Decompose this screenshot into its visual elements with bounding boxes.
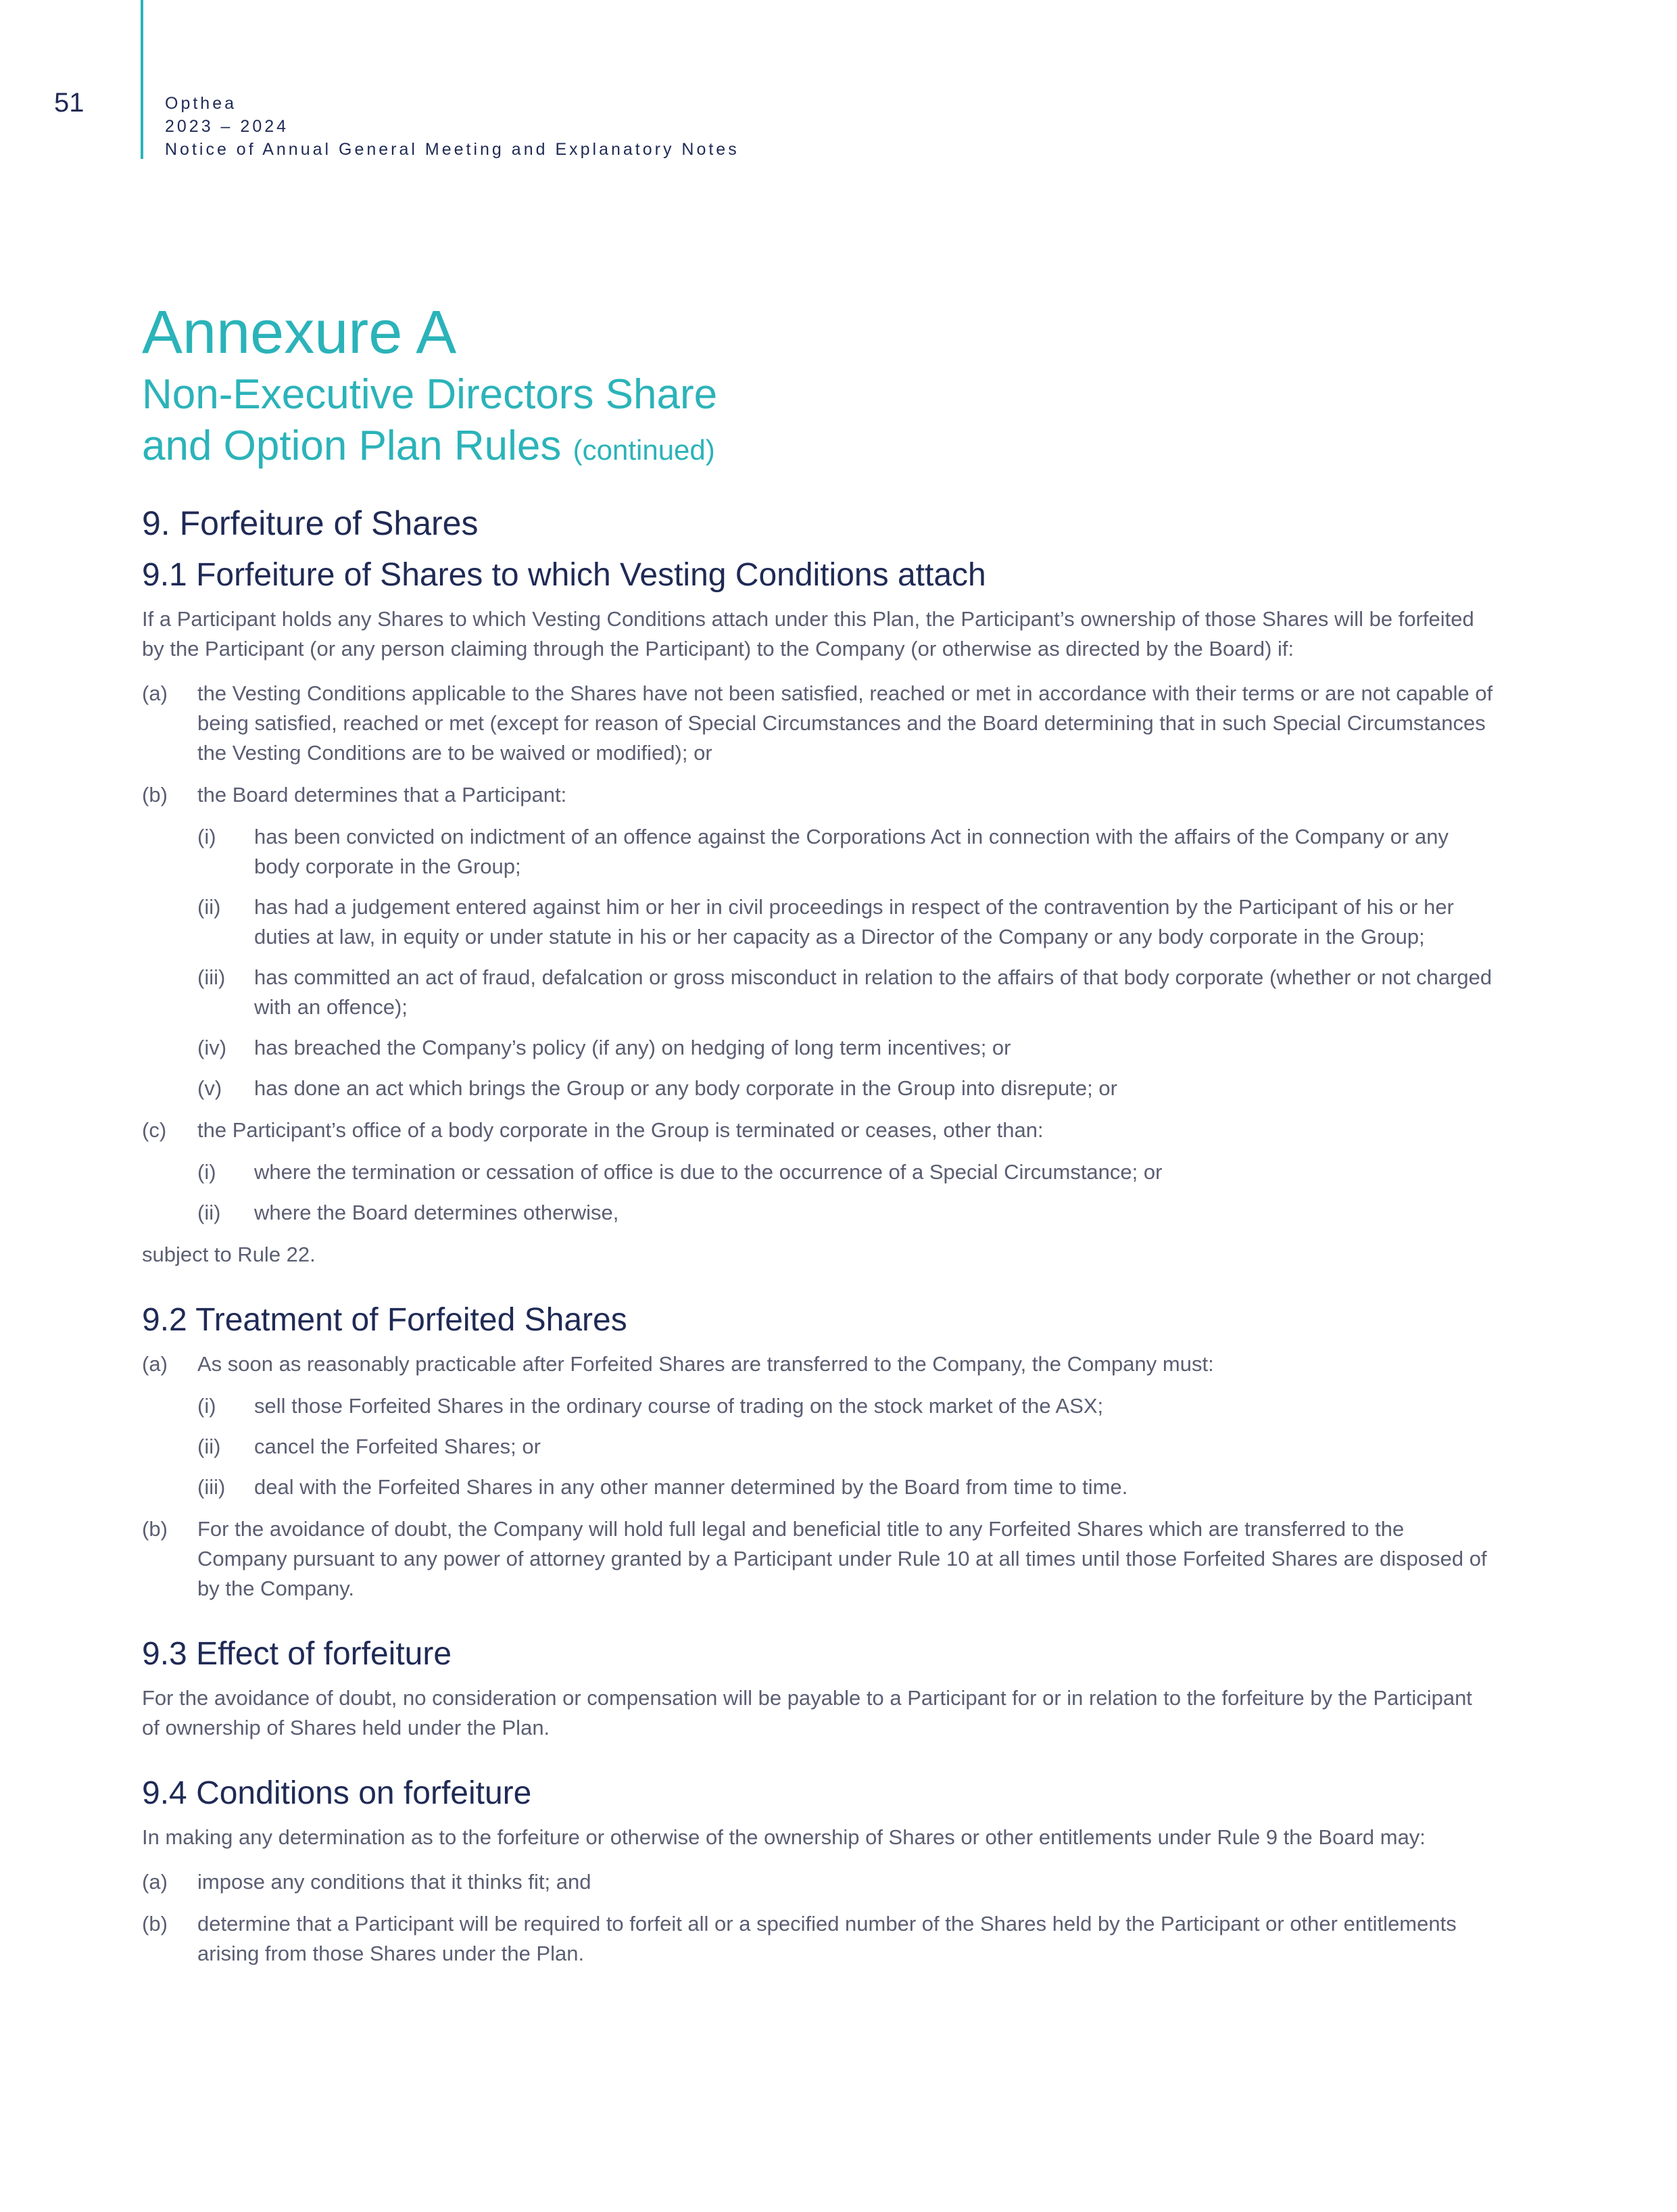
header-accent-rule — [141, 0, 143, 159]
section-9-1-heading: 9.1 Forfeiture of Shares to which Vesting Conditions attach — [142, 557, 986, 593]
annexure-subtitle-line1: Non-Executive Directors Share — [142, 371, 718, 418]
clause-9-1-a — [142, 679, 1494, 768]
clause-label: (b) — [142, 1912, 168, 1936]
clause-text: the Participant’s office of a body corporate in the Group is terminated or ceases, other than: — [197, 1118, 1044, 1142]
subclause — [142, 1198, 1494, 1228]
subclause-label: (ii) — [197, 1201, 221, 1224]
clause-9-1-b-subitems — [142, 822, 1494, 1103]
subclause-label: (i) — [197, 1160, 216, 1184]
section-9-heading: 9. Forfeiture of Shares — [142, 504, 479, 542]
subclause-text: has been convicted on indictment of an offence against the Corporations Act in connection with the affairs of the Company or any body corporate in the Group; — [254, 825, 1449, 878]
clause-label: (c) — [142, 1118, 167, 1142]
running-header — [165, 92, 739, 161]
section-9-2-heading: 9.2 Treatment of Forfeited Shares — [142, 1302, 627, 1338]
clause-text: the Vesting Conditions applicable to the Shares have not been satisfied, reached or met in accordance with their terms or are not capable of being satisfied, reached or met (except for reason of Special Circumstances and the Board determining that in such Special Circumstances the Vesting Conditions are to be waived or modified); or — [197, 681, 1493, 765]
header-document-title: Notice of Annual General Meeting and Explanatory Notes — [165, 140, 739, 159]
subclause-label: (iii) — [197, 1475, 226, 1499]
subclause-label: (i) — [197, 825, 216, 848]
annexure-subtitle-text: and Option Plan Rules — [142, 423, 562, 469]
clause-label: (a) — [142, 681, 168, 705]
subclause — [142, 1432, 1494, 1462]
subclause-text: cancel the Forfeited Shares; or — [254, 1435, 541, 1458]
clause-9-2-b — [142, 1514, 1494, 1604]
document-body — [142, 502, 1494, 1981]
section-9-1-subject-note: subject to Rule 22. — [142, 1243, 316, 1266]
section-9-3-text: For the avoidance of doubt, no consideration or compensation will be payable to a Participant for or in relation to the forfeiture by the Participant of ownership of Shares held under the Plan. — [142, 1686, 1472, 1739]
subclause — [142, 1472, 1494, 1502]
subclause-text: has committed an act of fraud, defalcation or gross misconduct in relation to the affairs of that body corporate (whether or not charged with an offence); — [254, 965, 1492, 1019]
subclause-text: has done an act which brings the Group or any body corporate in the Group into disrepute; or — [254, 1076, 1117, 1100]
clause-9-1-b — [142, 780, 1494, 810]
page-title — [142, 296, 717, 476]
subclause-text: where the Board determines otherwise, — [254, 1201, 619, 1224]
header-company: Opthea — [165, 94, 237, 113]
clause-9-4-a — [142, 1867, 1494, 1897]
subclause-text: has had a judgement entered against him or her in civil proceedings in respect of the contravention by the Participant of his or her duties at law, in equity or under statute in his or her capacity as a Director of the Company or any body corporate in the Group; — [254, 895, 1454, 948]
section-9-4-intro: In making any determination as to the forfeiture or otherwise of the ownership of Shares or other entitlements under Rule 9 the Board may: — [142, 1825, 1426, 1849]
clause-text: determine that a Participant will be required to forfeit all or a specified number of the Shares held by the Participant or other entitlements arising from those Shares under the Plan. — [197, 1912, 1457, 1965]
clause-9-2-a-subitems — [142, 1391, 1494, 1502]
section-9-4-heading: 9.4 Conditions on forfeiture — [142, 1775, 532, 1811]
subclause-text: has breached the Company’s policy (if any) on hedging of long term incentives; or — [254, 1036, 1011, 1059]
subclause-label: (ii) — [197, 1435, 221, 1458]
subclause-label: (ii) — [197, 895, 221, 919]
section-9-3-heading: 9.3 Effect of forfeiture — [142, 1636, 452, 1672]
subclause — [142, 822, 1494, 882]
subclause — [142, 1074, 1494, 1103]
clause-text: the Board determines that a Participant: — [197, 783, 567, 807]
clause-label: (a) — [142, 1352, 168, 1376]
subclause-label: (i) — [197, 1394, 216, 1418]
subclause-text: where the termination or cessation of office is due to the occurrence of a Special Circumstance; or — [254, 1160, 1163, 1184]
clause-9-1-c — [142, 1115, 1494, 1145]
subclause — [142, 963, 1494, 1022]
annexure-title: Annexure A — [142, 299, 457, 366]
subclause — [142, 1157, 1494, 1187]
clause-9-2-a — [142, 1349, 1494, 1379]
clause-text: For the avoidance of doubt, the Company will hold full legal and beneficial title to any Forfeited Shares which are transferred to the Company pursuant to any power of attorney granted by a Participant under Rule 10 at all times until those Forfeited Shares are disposed of by the Company. — [197, 1517, 1487, 1600]
annexure-subtitle-line2 — [142, 420, 717, 476]
clause-label: (a) — [142, 1870, 168, 1894]
subclause — [142, 892, 1494, 952]
continued-label: (continued) — [573, 434, 715, 466]
subclause-text: sell those Forfeited Shares in the ordinary course of trading on the stock market of the ASX; — [254, 1394, 1104, 1418]
subclause-label: (iii) — [197, 965, 226, 989]
subclause-text: deal with the Forfeited Shares in any other manner determined by the Board from time to time. — [254, 1475, 1128, 1499]
page-number: 51 — [54, 88, 84, 118]
subclause-label: (v) — [197, 1076, 222, 1100]
clause-9-1-c-subitems — [142, 1157, 1494, 1228]
clause-text: impose any conditions that it thinks fit; and — [197, 1870, 591, 1894]
section-9-1-intro: If a Participant holds any Shares to which Vesting Conditions attach under this Plan, the Participant’s ownership of those Shares will be forfeited by the Participant (or any person claiming through the Participant) to the Company (or otherwise as directed by the Board) if: — [142, 607, 1474, 660]
clause-label: (b) — [142, 1517, 168, 1541]
clause-9-4-b — [142, 1909, 1494, 1969]
subclause-label: (iv) — [197, 1036, 227, 1059]
header-period: 2023 – 2024 — [165, 117, 289, 136]
clause-text: As soon as reasonably practicable after Forfeited Shares are transferred to the Company, the Company must: — [197, 1352, 1214, 1376]
subclause — [142, 1033, 1494, 1063]
clause-label: (b) — [142, 783, 168, 807]
subclause — [142, 1391, 1494, 1421]
